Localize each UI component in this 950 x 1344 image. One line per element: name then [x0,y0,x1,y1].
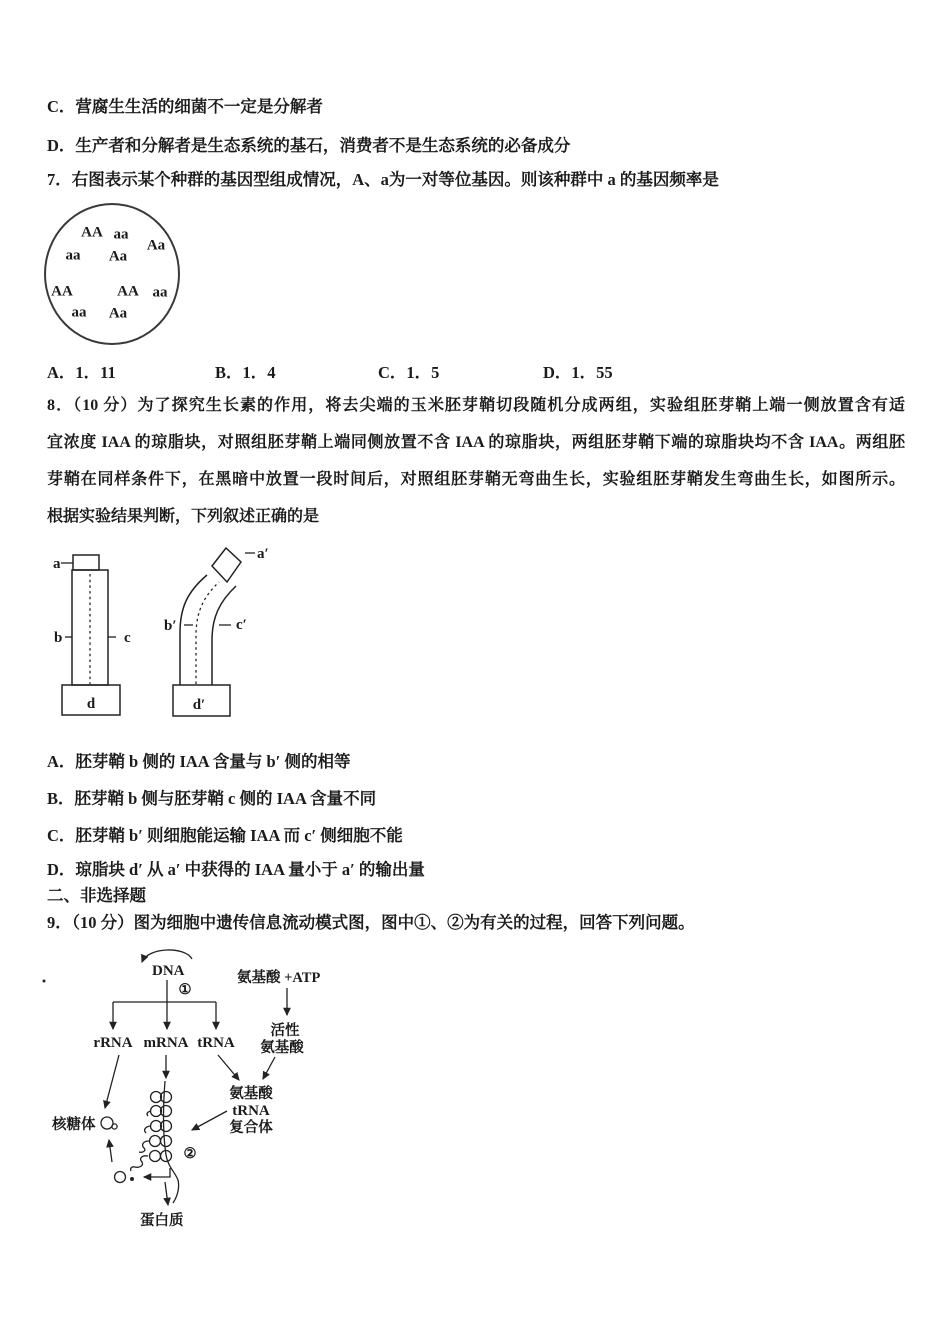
agar-block-a [73,555,99,570]
q8-stem-line-3: 芽鞘在同样条件下，在黑暗中放置一段时间后，对照组胚芽鞘无弯曲生长，实验组胚芽鞘发生弯曲生长，如图所示。 [47,471,905,488]
genotype-label: aa [65,247,81,264]
genotype-label: AA [51,283,73,300]
label-d: d [86,696,96,712]
label-a: a [53,556,61,572]
genotype-label: AA [81,224,103,241]
q8-stem-line-2: 宜浓度 IAA 的琼脂块，对照组胚芽鞘上端同侧放置不含 IAA 的琼脂块，两组胚芽鞘下端的琼脂块均不含 IAA。两组胚 [47,434,905,451]
q7-population-circle-diagram [44,203,180,345]
agar-block-a-prime [212,548,241,582]
label-ribosome: 核糖体 [52,1117,96,1133]
label-complex-3: 复合体 [229,1120,273,1136]
q7-option-d: D．1．55 [543,363,613,382]
label-a-prime: a′ [257,546,269,562]
q7-option-b: B．1．4 [215,363,276,382]
genotype-label: Aa [108,248,128,265]
label-c: c [124,630,131,646]
q8-option-a: A．胚芽鞘 b 侧的 IAA 含量与 b′ 侧的相等 [47,752,351,771]
q9-stem: 9．（10 分）图为细胞中遗传信息流动模式图，图中①、②为有关的过程，回答下列问题。 [47,913,695,932]
label-c-prime: c′ [236,617,247,633]
label-b-prime: b′ [164,618,177,634]
q7-options-row [0,359,950,383]
label-step2: ② [183,1146,197,1162]
section-two-heading: 二、非选择题 [47,886,146,905]
q8-stem-line-4: 根据实验结果判断，下列叙述正确的是 [47,508,320,525]
q8-option-b: B．胚芽鞘 b 侧与胚芽鞘 c 侧的 IAA 含量不同 [47,789,377,808]
label-d-prime: d′ [192,697,206,713]
genotype-label: aa [113,226,129,243]
q9-genetic-information-flow-diagram [35,945,335,1235]
ribosome-glyph-small [112,1124,117,1129]
bent-shaft-right-edge [212,586,236,685]
bent-shaft-left-edge [180,575,207,685]
genotype-label: AA [117,283,139,300]
ribosome-subunit-small [130,1177,134,1181]
genotype-label: Aa [108,305,128,322]
nascent-peptide-chains [131,1111,151,1171]
label-rrna: rRNA [93,1035,133,1051]
label-active-1: 活性 [270,1023,300,1039]
ribosome-glyph [101,1117,113,1129]
label-complex-1: 氨基酸 [229,1086,273,1102]
q6-option-d: D．生产者和分解者是生态系统的基石，消费者不是生态系统的必备成分 [47,136,571,155]
genotype-label: aa [152,284,168,301]
q6-option-c: C．营腐生生活的细菌不一定是分解者 [47,97,323,116]
genotype-label: Aa [146,237,166,254]
genotype-label: aa [71,304,87,321]
label-active-2: 氨基酸 [260,1040,304,1056]
stray-dot [43,980,46,983]
label-complex-2: tRNA [232,1103,270,1119]
q8-stem-line-1: 8．（10 分）为了探究生长素的作用，将去尖端的玉米胚芽鞘切段随机分成两组，实验组胚芽鞘上端一侧放置含有适 [47,397,905,414]
label-amino-atp: 氨基酸 +ATP [237,970,321,986]
label-mrna: mRNA [143,1035,189,1051]
ribosome-subunit-large [115,1172,126,1183]
ribosomes-on-mrna [150,1092,172,1162]
label-protein: 蛋白质 [140,1213,184,1229]
q8-option-d: D．琼脂块 d′ 从 a′ 中获得的 IAA 量小于 a′ 的输出量 [47,860,425,879]
q7-option-a: A．1．11 [47,363,116,382]
label-trna: tRNA [197,1035,235,1051]
q7-stem: 7．右图表示某个种群的基因型组成情况，A、a为一对等位基因。则该种群中 a 的基因频率是 [47,170,719,189]
q8-coleoptile-diagram [40,538,320,738]
dna-replication-loop-arrow [142,950,192,962]
q8-option-c: C．胚芽鞘 b′ 则细胞能运输 IAA 而 c′ 侧细胞不能 [47,826,403,845]
label-b: b [54,630,63,646]
label-step1: ① [178,982,192,998]
q7-option-c: C．1．5 [378,363,440,382]
label-dna: DNA [152,963,185,979]
